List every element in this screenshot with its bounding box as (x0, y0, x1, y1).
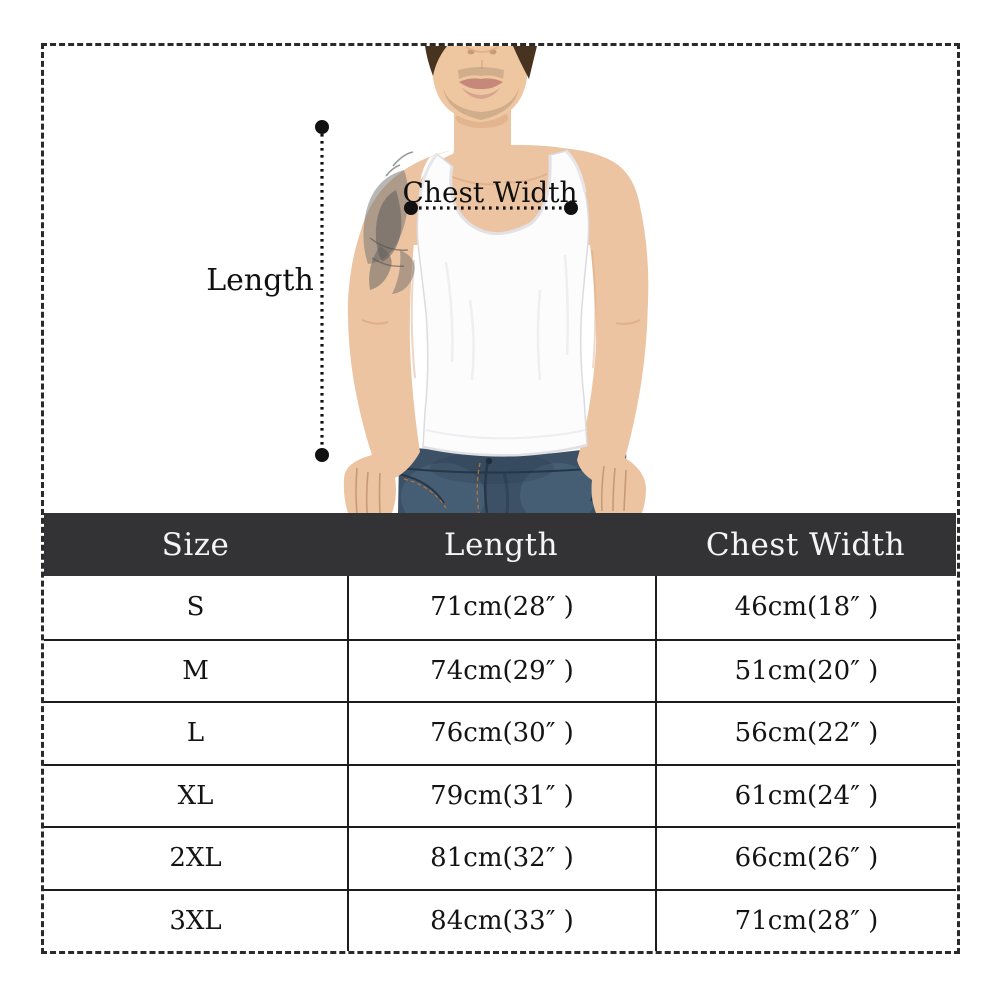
cell-length: 84cm(33″ ) (347, 891, 655, 952)
cell-chest-width: 66cm(26″ ) (655, 828, 956, 889)
length-dot-bottom (315, 448, 329, 462)
size-table (44, 513, 956, 951)
column-header-chest-width: Chest Width (705, 526, 906, 563)
cell-length: 74cm(29″ ) (347, 641, 655, 702)
cell-chest-width: 56cm(22″ ) (655, 703, 956, 764)
cell-size: 2XL (169, 843, 222, 874)
length-dot-top (315, 120, 329, 134)
table-row (44, 889, 956, 952)
cell-chest-width: 51cm(20″ ) (655, 641, 956, 702)
table-row (44, 639, 956, 702)
table-row (44, 701, 956, 764)
cell-size: L (186, 718, 205, 749)
cell-size: S (186, 592, 205, 623)
column-header-size: Size (161, 526, 230, 563)
cell-chest-width: 71cm(28″ ) (655, 891, 956, 952)
size-table-header-row (44, 513, 956, 576)
cell-length: 79cm(31″ ) (347, 766, 655, 827)
cell-size: XL (177, 780, 214, 811)
cell-chest-width: 61cm(24″ ) (655, 766, 956, 827)
table-row (44, 826, 956, 889)
table-row (44, 764, 956, 827)
column-header-length: Length (443, 526, 559, 563)
cell-size: 3XL (169, 905, 222, 936)
length-measurement-label: Length (206, 263, 314, 298)
cell-length: 81cm(32″ ) (347, 828, 655, 889)
model-photo (40, 44, 960, 514)
size-table-body (44, 576, 956, 951)
chest-width-measurement-label: Chest Width (402, 176, 578, 209)
cell-length: 76cm(30″ ) (347, 703, 655, 764)
table-row (44, 576, 956, 639)
cell-size: M (182, 655, 209, 686)
cell-chest-width: 46cm(18″ ) (655, 576, 956, 639)
cell-length: 71cm(28″ ) (347, 576, 655, 639)
